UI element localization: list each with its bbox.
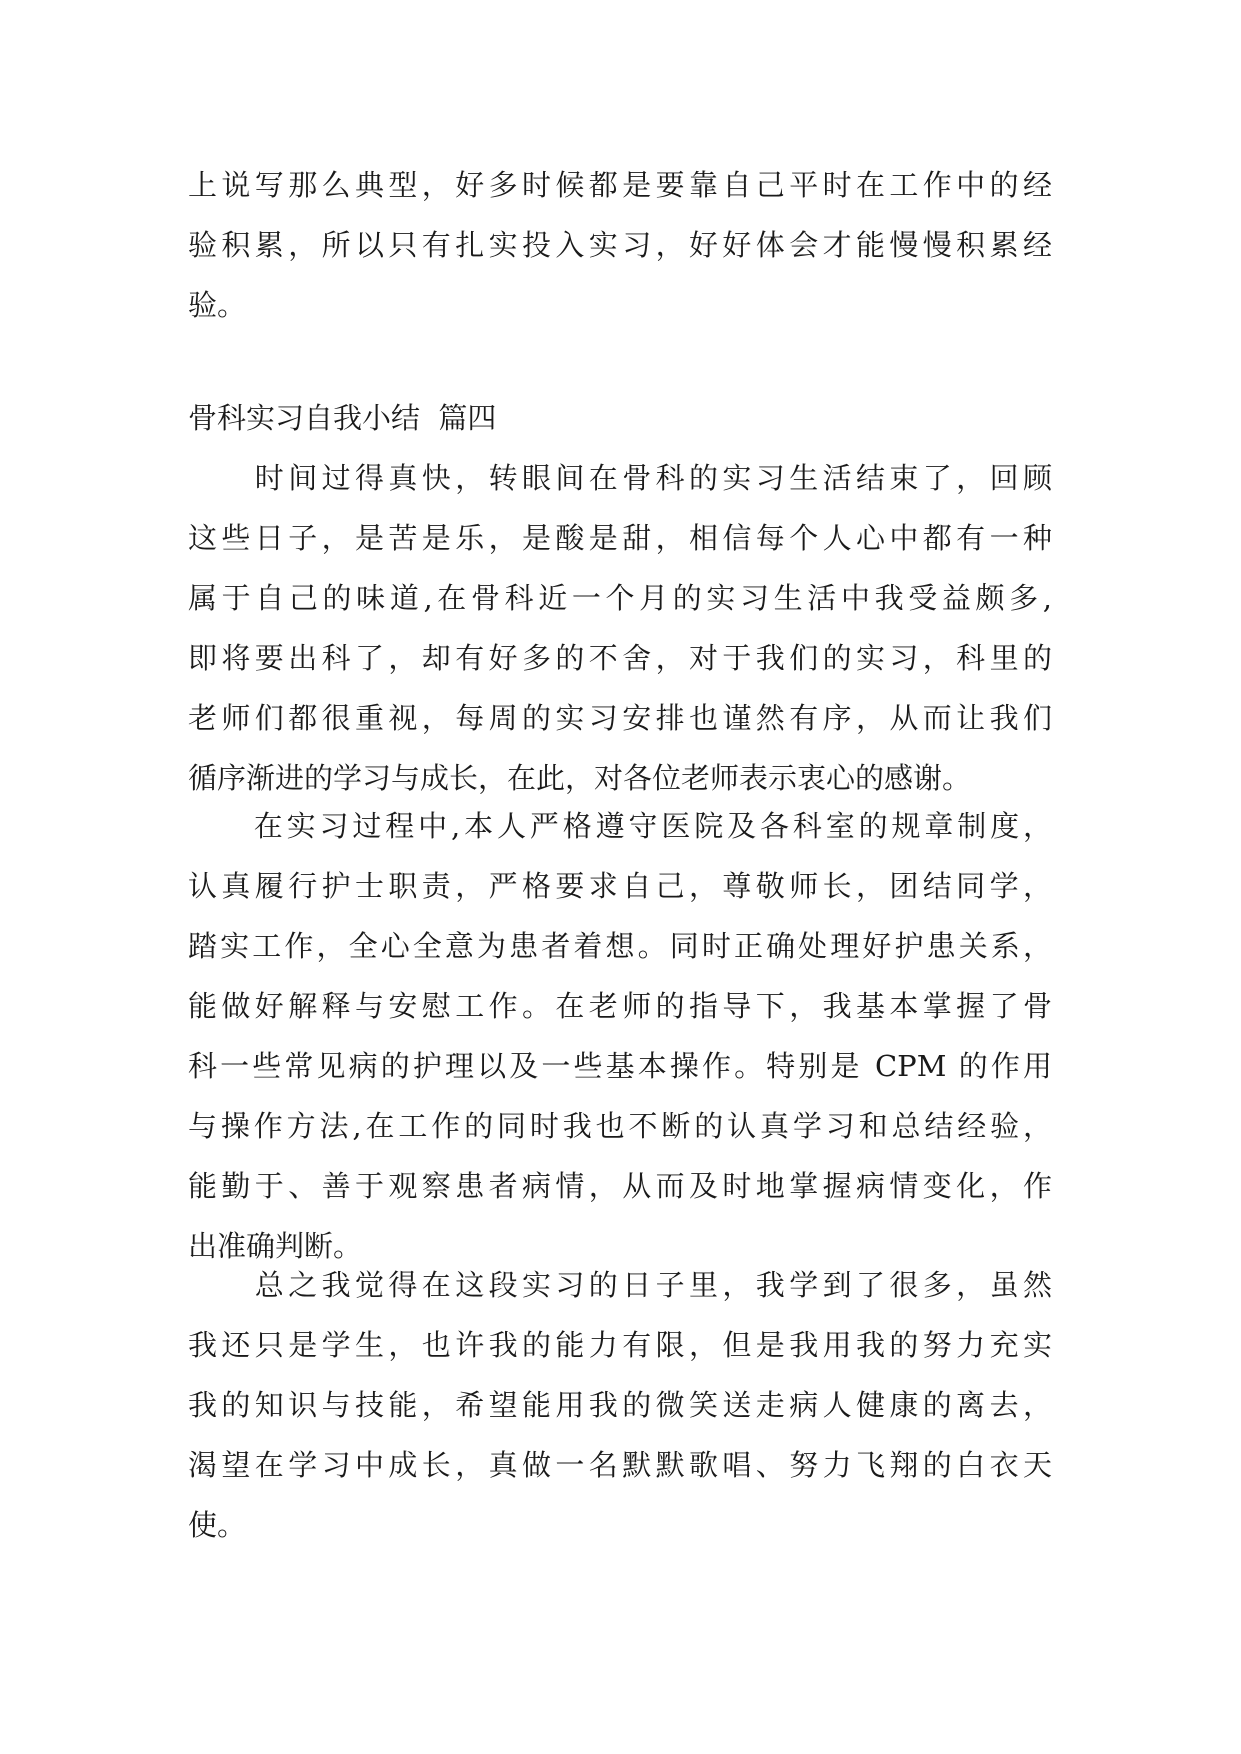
paragraph-1 <box>188 448 1052 808</box>
text-line: 在实习过程中,本人严格遵守医院及各科室的规章制度， <box>188 809 1052 843</box>
text-line: 老师们都很重视，每周的实习安排也谨然有序，从而让我们 <box>188 701 1052 735</box>
text-line: 能做好解释与安慰工作。在老师的指导下，我基本掌握了骨 <box>188 989 1052 1023</box>
text-line: 我还只是学生，也许我的能力有限，但是我用我的努力充实 <box>188 1328 1052 1362</box>
text-line: 验积累，所以只有扎实投入实习，好好体会才能慢慢积累经 <box>188 228 1052 262</box>
text-line: 踏实工作，全心全意为患者着想。同时正确处理好护患关系， <box>188 929 1052 963</box>
paragraph-2 <box>188 796 1052 1276</box>
text-line: 验。 <box>188 288 247 322</box>
text-line: 即将要出科了，却有好多的不舍，对于我们的实习，科里的 <box>188 641 1052 675</box>
continuation-paragraph <box>188 155 1052 335</box>
text-line: 我的知识与技能，希望能用我的微笑送走病人健康的离去， <box>188 1388 1052 1422</box>
text-line: 上说写那么典型，好多时候都是要靠自己平时在工作中的经 <box>188 168 1052 202</box>
text-line: 科一些常见病的护理以及一些基本操作。特别是 CPM 的作用 <box>188 1049 1052 1083</box>
text-line: 渴望在学习中成长，真做一名默默歌唱、努力飞翔的白衣天 <box>188 1448 1052 1482</box>
text-line: 与操作方法,在工作的同时我也不断的认真学习和总结经验， <box>188 1109 1052 1143</box>
text-line: 时间过得真快，转眼间在骨科的实习生活结束了，回顾 <box>188 461 1052 495</box>
text-line: 出准确判断。 <box>188 1229 363 1263</box>
section-heading: 骨科实习自我小结 篇四 <box>188 401 497 435</box>
text-line: 属于自己的味道,在骨科近一个月的实习生活中我受益颇多, <box>188 581 1052 615</box>
text-line: 总之我觉得在这段实习的日子里，我学到了很多，虽然 <box>188 1268 1052 1302</box>
text-line: 能勤于、善于观察患者病情，从而及时地掌握病情变化，作 <box>188 1169 1052 1203</box>
text-line: 使。 <box>188 1508 247 1542</box>
paragraph-3 <box>188 1255 1052 1555</box>
text-line: 这些日子，是苦是乐，是酸是甜，相信每个人心中都有一种 <box>188 521 1052 555</box>
text-line: 认真履行护士职责，严格要求自己，尊敬师长，团结同学， <box>188 869 1052 903</box>
text-line: 循序渐进的学习与成长，在此，对各位老师表示衷心的感谢。 <box>188 761 972 795</box>
